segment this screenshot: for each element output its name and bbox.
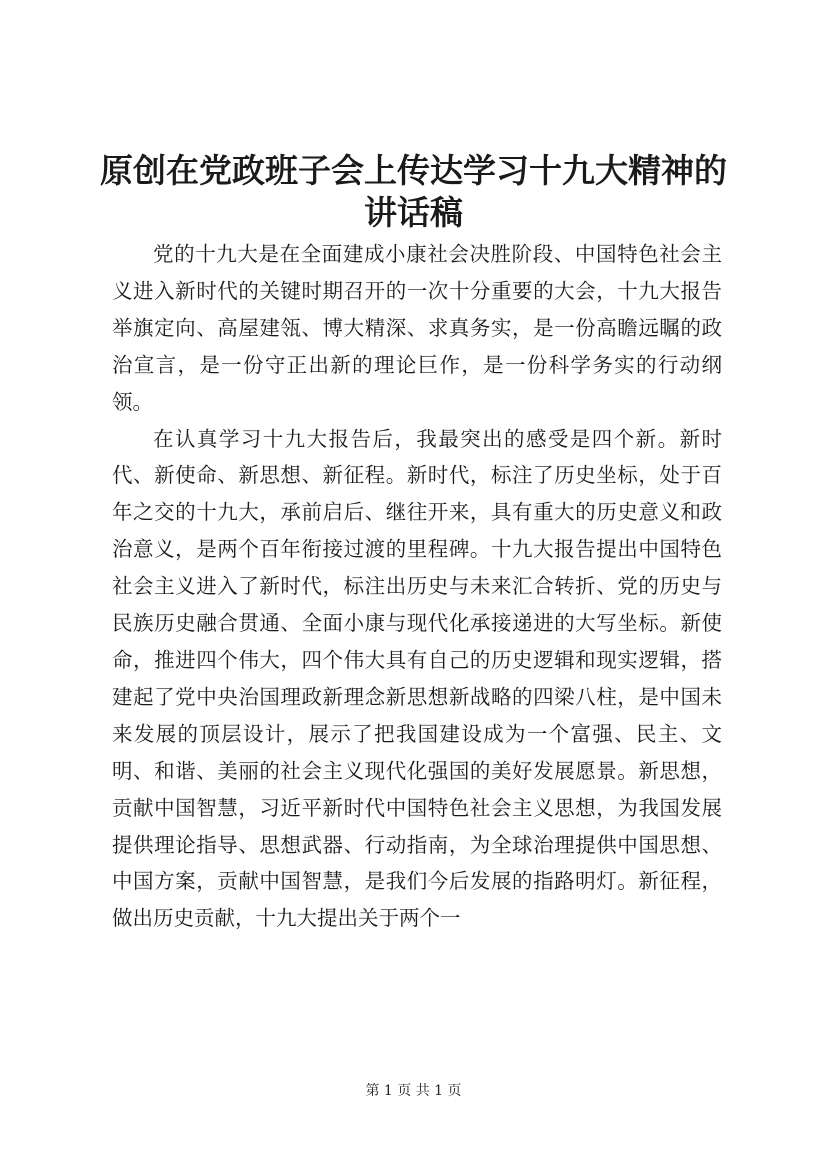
document-body <box>112 236 722 937</box>
document-title: 原创在党政班子会上传达学习十九大精神的讲话稿 <box>100 151 727 232</box>
paragraph-2: 在认真学习十九大报告后，我最突出的感受是四个新。新时代、新使命、新思想、新征程。新时代，标注了历史坐标，处于百年之交的十九大，承前启后、继往开来，具有重大的历史意义和政治意义，是两个百年衔接过渡的里程碑。十九大报告提出中国特色社会主义进入了新时代，标注出历史与未来汇合转折、党的历史与民族历史融合贯通、全面小康与现代化承接递进的大写坐标。新使命，推进四个伟大，四个伟大具有自己的历史逻辑和现实逻辑，搭建起了党中央治国理政新理念新思想新战略的四梁八柱，是中国未来发展的顶层设计，展示了把我国建设成为一个富强、民主、文明、和谐、美丽的社会主义现代化强国的美好发展愿景。新思想，贡献中国智慧，习近平新时代中国特色社会主义思想，为我国发展提供理论指导、思想武器、行动指南，为全球治理提供中国思想、中国方案，贡献中国智慧，是我们今后发展的指路明灯。新征程，做出历史贡献，十九大提出关于两个一 <box>112 426 722 931</box>
page-footer: 第 1 页 共 1 页 <box>365 1083 462 1099</box>
paragraph-1: 党的十九大是在全面建成小康社会决胜阶段、中国特色社会主义进入新时代的关键时期召开的一次十分重要的大会，十九大报告举旗定向、高屋建瓴、博大精深、求真务实，是一份高瞻远瞩的政治宣言，是一份守正出新的理论巨作，是一份科学务实的行动纲领。 <box>112 242 722 414</box>
